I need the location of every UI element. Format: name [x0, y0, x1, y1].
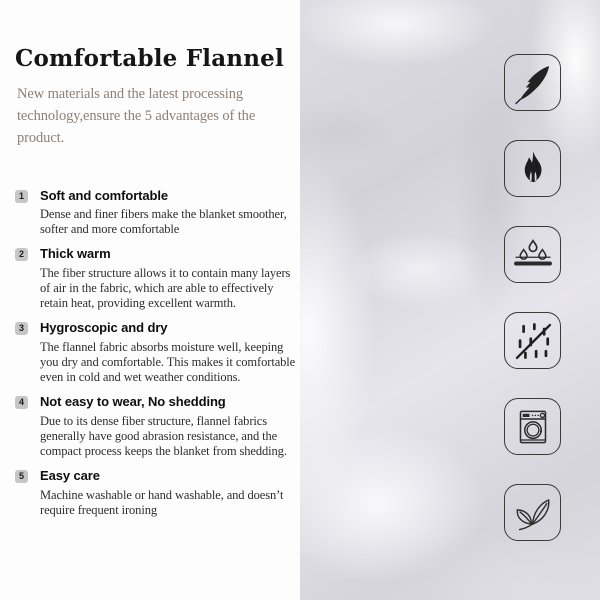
advantage-heading: Not easy to wear, No shedding — [40, 394, 226, 410]
leaves-icon — [504, 484, 561, 541]
advantage-heading: Thick warm — [40, 246, 111, 262]
feather-icon — [504, 54, 561, 111]
advantage-item-4 — [15, 394, 296, 459]
advantage-list — [15, 188, 296, 519]
advantage-body: Dense and finer fibers make the blanket smoother, softer and more comfortable — [40, 206, 287, 237]
item-number-badge: 4 — [15, 396, 28, 409]
advantage-body: Machine washable or hand washable, and doesn’t require frequent ironing — [40, 487, 284, 517]
flame-icon — [504, 140, 561, 197]
advantage-body: Due to its dense fiber structure, flannel fabrics generally have good abrasion resistance, and the compact process keeps the blanket from shedding. — [40, 413, 287, 459]
no-rain-icon — [504, 312, 561, 369]
advantage-item-1 — [15, 188, 296, 238]
advantage-heading: Hygroscopic and dry — [40, 320, 168, 336]
item-number-badge: 3 — [15, 322, 28, 335]
item-number-badge: 1 — [15, 190, 28, 203]
item-number-badge: 5 — [15, 470, 28, 483]
advantage-body: The fiber structure allows it to contain many layers of air in the fabric, which are able to effectively retain heat, providing excellent warmth. — [40, 265, 291, 311]
advantage-item-2 — [15, 246, 296, 311]
washing-machine-icon — [504, 398, 561, 455]
feature-icon-column — [504, 54, 561, 541]
advantage-item-3 — [15, 320, 296, 385]
page-title: Comfortable Flannel — [15, 45, 284, 72]
moisture-absorption-icon — [504, 226, 561, 283]
advantage-heading: Soft and comfortable — [40, 187, 169, 203]
item-number-badge: 2 — [15, 248, 28, 261]
advantage-heading: Easy care — [40, 468, 100, 484]
advantage-item-5 — [15, 468, 296, 518]
advantage-body: The flannel fabric absorbs moisture well, keeping you dry and comfortable. This makes it comfortable even in cold and wet weather conditions. — [40, 339, 296, 385]
subtitle: New materials and the latest processing technology,ensure the 5 advantages of the product. — [17, 86, 256, 146]
